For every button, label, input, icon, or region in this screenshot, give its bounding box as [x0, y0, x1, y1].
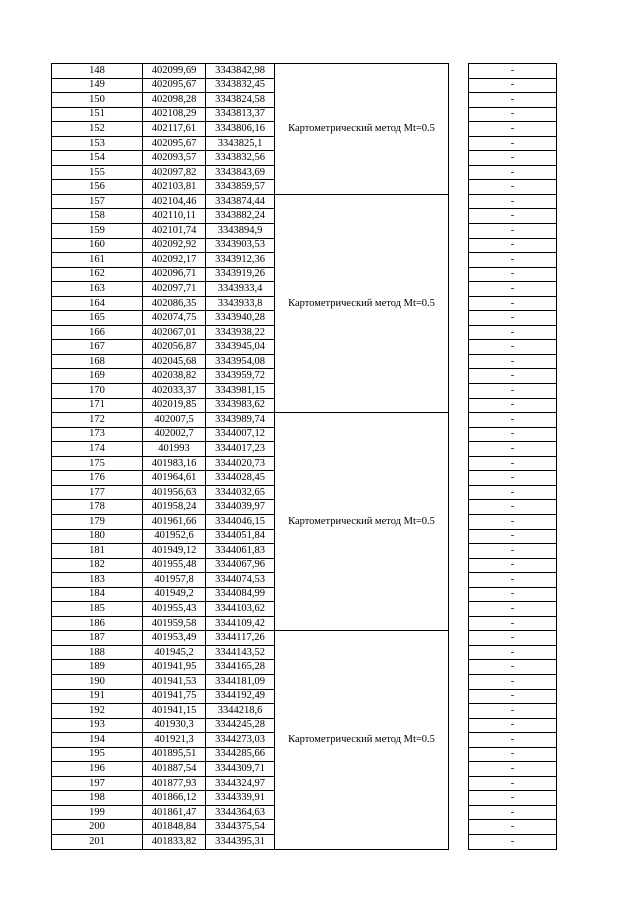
point-number-cell: 160: [52, 238, 143, 253]
dash-cell: -: [469, 93, 557, 108]
y-coordinate-cell: 3344181,09: [206, 674, 275, 689]
table-row: [52, 64, 557, 79]
dash-cell: -: [469, 471, 557, 486]
y-coordinate-cell: 3343859,57: [206, 180, 275, 195]
point-number-cell: 199: [52, 805, 143, 820]
y-coordinate-cell: 3344324,97: [206, 776, 275, 791]
x-coordinate-cell: 402092,17: [143, 253, 206, 268]
y-coordinate-cell: 3344103,62: [206, 602, 275, 617]
y-coordinate-cell: 3344039,97: [206, 500, 275, 515]
dash-cell: -: [469, 820, 557, 835]
x-coordinate-cell: 402007,5: [143, 413, 206, 428]
coordinates-table: [51, 63, 557, 850]
point-number-cell: 153: [52, 136, 143, 151]
dash-cell: -: [469, 413, 557, 428]
y-coordinate-cell: 3343882,24: [206, 209, 275, 224]
dash-cell: -: [469, 151, 557, 166]
dash-cell: -: [469, 122, 557, 137]
gap-cell: [449, 64, 469, 195]
y-coordinate-cell: 3343825,1: [206, 136, 275, 151]
method-cell: Картометрический метод Mt=0.5: [275, 64, 449, 195]
x-coordinate-cell: 401957,8: [143, 573, 206, 588]
dash-cell: -: [469, 456, 557, 471]
x-coordinate-cell: 402045,68: [143, 354, 206, 369]
x-coordinate-cell: 402038,82: [143, 369, 206, 384]
point-number-cell: 167: [52, 340, 143, 355]
x-coordinate-cell: 402095,67: [143, 136, 206, 151]
x-coordinate-cell: 401956,63: [143, 485, 206, 500]
y-coordinate-cell: 3343938,22: [206, 325, 275, 340]
y-coordinate-cell: 3343842,98: [206, 64, 275, 79]
dash-cell: -: [469, 224, 557, 239]
x-coordinate-cell: 402104,46: [143, 194, 206, 209]
point-number-cell: 186: [52, 616, 143, 631]
point-number-cell: 190: [52, 674, 143, 689]
y-coordinate-cell: 3343989,74: [206, 413, 275, 428]
x-coordinate-cell: 402067,01: [143, 325, 206, 340]
dash-cell: -: [469, 267, 557, 282]
y-coordinate-cell: 3344007,12: [206, 427, 275, 442]
point-number-cell: 162: [52, 267, 143, 282]
point-number-cell: 158: [52, 209, 143, 224]
gap-cell: [449, 194, 469, 412]
point-number-cell: 197: [52, 776, 143, 791]
point-number-cell: 180: [52, 529, 143, 544]
x-coordinate-cell: 401895,51: [143, 747, 206, 762]
y-coordinate-cell: 3343903,53: [206, 238, 275, 253]
y-coordinate-cell: 3344028,45: [206, 471, 275, 486]
y-coordinate-cell: 3344051,84: [206, 529, 275, 544]
x-coordinate-cell: 401949,2: [143, 587, 206, 602]
dash-cell: -: [469, 791, 557, 806]
dash-cell: -: [469, 718, 557, 733]
dash-cell: -: [469, 78, 557, 93]
x-coordinate-cell: 402093,57: [143, 151, 206, 166]
y-coordinate-cell: 3343806,16: [206, 122, 275, 137]
dash-cell: -: [469, 369, 557, 384]
x-coordinate-cell: 401958,24: [143, 500, 206, 515]
y-coordinate-cell: 3343933,8: [206, 296, 275, 311]
x-coordinate-cell: 401941,53: [143, 674, 206, 689]
x-coordinate-cell: 401955,48: [143, 558, 206, 573]
dash-cell: -: [469, 442, 557, 457]
x-coordinate-cell: 401953,49: [143, 631, 206, 646]
dash-cell: -: [469, 762, 557, 777]
coordinates-table-body: [52, 64, 557, 850]
dash-cell: -: [469, 616, 557, 631]
x-coordinate-cell: 402096,71: [143, 267, 206, 282]
x-coordinate-cell: 402108,29: [143, 107, 206, 122]
table-row: [52, 631, 557, 646]
y-coordinate-cell: 3344375,54: [206, 820, 275, 835]
dash-cell: -: [469, 558, 557, 573]
x-coordinate-cell: 401848,84: [143, 820, 206, 835]
point-number-cell: 165: [52, 311, 143, 326]
point-number-cell: 155: [52, 165, 143, 180]
point-number-cell: 170: [52, 384, 143, 399]
method-cell: Картометрический метод Mt=0.5: [275, 194, 449, 412]
y-coordinate-cell: 3344032,65: [206, 485, 275, 500]
x-coordinate-cell: 402097,82: [143, 165, 206, 180]
x-coordinate-cell: 402099,69: [143, 64, 206, 79]
point-number-cell: 191: [52, 689, 143, 704]
dash-cell: -: [469, 733, 557, 748]
point-number-cell: 181: [52, 544, 143, 559]
y-coordinate-cell: 3343933,4: [206, 282, 275, 297]
dash-cell: -: [469, 253, 557, 268]
point-number-cell: 154: [52, 151, 143, 166]
y-coordinate-cell: 3344285,66: [206, 747, 275, 762]
point-number-cell: 171: [52, 398, 143, 413]
y-coordinate-cell: 3343843,69: [206, 165, 275, 180]
point-number-cell: 159: [52, 224, 143, 239]
point-number-cell: 189: [52, 660, 143, 675]
point-number-cell: 178: [52, 500, 143, 515]
x-coordinate-cell: 402117,61: [143, 122, 206, 137]
point-number-cell: 176: [52, 471, 143, 486]
point-number-cell: 169: [52, 369, 143, 384]
table-row: [52, 194, 557, 209]
x-coordinate-cell: 402097,71: [143, 282, 206, 297]
dash-cell: -: [469, 325, 557, 340]
gap-cell: [449, 413, 469, 631]
dash-cell: -: [469, 384, 557, 399]
x-coordinate-cell: 401930,3: [143, 718, 206, 733]
point-number-cell: 166: [52, 325, 143, 340]
y-coordinate-cell: 3343813,37: [206, 107, 275, 122]
dash-cell: -: [469, 427, 557, 442]
dash-cell: -: [469, 776, 557, 791]
x-coordinate-cell: 402098,28: [143, 93, 206, 108]
y-coordinate-cell: 3344084,99: [206, 587, 275, 602]
x-coordinate-cell: 402101,74: [143, 224, 206, 239]
y-coordinate-cell: 3344245,28: [206, 718, 275, 733]
point-number-cell: 172: [52, 413, 143, 428]
point-number-cell: 151: [52, 107, 143, 122]
y-coordinate-cell: 3343945,04: [206, 340, 275, 355]
dash-cell: -: [469, 209, 557, 224]
y-coordinate-cell: 3344192,49: [206, 689, 275, 704]
x-coordinate-cell: 402002,7: [143, 427, 206, 442]
y-coordinate-cell: 3343940,28: [206, 311, 275, 326]
x-coordinate-cell: 401921,3: [143, 733, 206, 748]
y-coordinate-cell: 3343824,58: [206, 93, 275, 108]
method-cell: Картометрический метод Mt=0.5: [275, 413, 449, 631]
dash-cell: -: [469, 660, 557, 675]
point-number-cell: 179: [52, 514, 143, 529]
y-coordinate-cell: 3344309,71: [206, 762, 275, 777]
y-coordinate-cell: 3344046,15: [206, 514, 275, 529]
dash-cell: -: [469, 296, 557, 311]
dash-cell: -: [469, 747, 557, 762]
dash-cell: -: [469, 500, 557, 515]
dash-cell: -: [469, 645, 557, 660]
method-cell: Картометрический метод Mt=0.5: [275, 631, 449, 849]
dash-cell: -: [469, 282, 557, 297]
point-number-cell: 182: [52, 558, 143, 573]
y-coordinate-cell: 3343832,56: [206, 151, 275, 166]
x-coordinate-cell: 401941,15: [143, 704, 206, 719]
y-coordinate-cell: 3344109,42: [206, 616, 275, 631]
y-coordinate-cell: 3344117,26: [206, 631, 275, 646]
dash-cell: -: [469, 398, 557, 413]
x-coordinate-cell: 401833,82: [143, 834, 206, 849]
x-coordinate-cell: 402033,37: [143, 384, 206, 399]
x-coordinate-cell: 401952,6: [143, 529, 206, 544]
x-coordinate-cell: 402103,81: [143, 180, 206, 195]
dash-cell: -: [469, 689, 557, 704]
dash-cell: -: [469, 805, 557, 820]
point-number-cell: 187: [52, 631, 143, 646]
x-coordinate-cell: 401866,12: [143, 791, 206, 806]
x-coordinate-cell: 402019,85: [143, 398, 206, 413]
point-number-cell: 168: [52, 354, 143, 369]
dash-cell: -: [469, 107, 557, 122]
point-number-cell: 161: [52, 253, 143, 268]
dash-cell: -: [469, 311, 557, 326]
dash-cell: -: [469, 704, 557, 719]
point-number-cell: 200: [52, 820, 143, 835]
y-coordinate-cell: 3343919,26: [206, 267, 275, 282]
dash-cell: -: [469, 631, 557, 646]
point-number-cell: 173: [52, 427, 143, 442]
point-number-cell: 156: [52, 180, 143, 195]
y-coordinate-cell: 3344395,31: [206, 834, 275, 849]
dash-cell: -: [469, 136, 557, 151]
dash-cell: -: [469, 238, 557, 253]
dash-cell: -: [469, 194, 557, 209]
dash-cell: -: [469, 674, 557, 689]
point-number-cell: 198: [52, 791, 143, 806]
point-number-cell: 195: [52, 747, 143, 762]
point-number-cell: 201: [52, 834, 143, 849]
point-number-cell: 185: [52, 602, 143, 617]
point-number-cell: 152: [52, 122, 143, 137]
dash-cell: -: [469, 602, 557, 617]
y-coordinate-cell: 3344017,23: [206, 442, 275, 457]
y-coordinate-cell: 3344218,6: [206, 704, 275, 719]
x-coordinate-cell: 401949,12: [143, 544, 206, 559]
x-coordinate-cell: 402095,67: [143, 78, 206, 93]
point-number-cell: 164: [52, 296, 143, 311]
x-coordinate-cell: 401964,61: [143, 471, 206, 486]
y-coordinate-cell: 3344067,96: [206, 558, 275, 573]
y-coordinate-cell: 3343981,15: [206, 384, 275, 399]
point-number-cell: 174: [52, 442, 143, 457]
dash-cell: -: [469, 354, 557, 369]
y-coordinate-cell: 3344165,28: [206, 660, 275, 675]
coordinates-table-sheet: [51, 63, 556, 850]
x-coordinate-cell: 401877,93: [143, 776, 206, 791]
y-coordinate-cell: 3343874,44: [206, 194, 275, 209]
x-coordinate-cell: 401955,43: [143, 602, 206, 617]
x-coordinate-cell: 401861,47: [143, 805, 206, 820]
point-number-cell: 163: [52, 282, 143, 297]
point-number-cell: 177: [52, 485, 143, 500]
y-coordinate-cell: 3343959,72: [206, 369, 275, 384]
point-number-cell: 196: [52, 762, 143, 777]
point-number-cell: 175: [52, 456, 143, 471]
dash-cell: -: [469, 485, 557, 500]
x-coordinate-cell: 401983,16: [143, 456, 206, 471]
y-coordinate-cell: 3343912,36: [206, 253, 275, 268]
table-row: [52, 413, 557, 428]
x-coordinate-cell: 402110,11: [143, 209, 206, 224]
x-coordinate-cell: 401887,54: [143, 762, 206, 777]
point-number-cell: 192: [52, 704, 143, 719]
gap-cell: [449, 631, 469, 849]
x-coordinate-cell: 401941,95: [143, 660, 206, 675]
y-coordinate-cell: 3343954,08: [206, 354, 275, 369]
point-number-cell: 194: [52, 733, 143, 748]
y-coordinate-cell: 3344061,83: [206, 544, 275, 559]
point-number-cell: 148: [52, 64, 143, 79]
dash-cell: -: [469, 165, 557, 180]
y-coordinate-cell: 3343832,45: [206, 78, 275, 93]
y-coordinate-cell: 3344364,63: [206, 805, 275, 820]
x-coordinate-cell: 402074,75: [143, 311, 206, 326]
x-coordinate-cell: 401959,58: [143, 616, 206, 631]
dash-cell: -: [469, 514, 557, 529]
y-coordinate-cell: 3344074,53: [206, 573, 275, 588]
point-number-cell: 188: [52, 645, 143, 660]
x-coordinate-cell: 401945,2: [143, 645, 206, 660]
point-number-cell: 157: [52, 194, 143, 209]
dash-cell: -: [469, 834, 557, 849]
x-coordinate-cell: 402056,87: [143, 340, 206, 355]
point-number-cell: 183: [52, 573, 143, 588]
x-coordinate-cell: 401993: [143, 442, 206, 457]
x-coordinate-cell: 402086,35: [143, 296, 206, 311]
point-number-cell: 150: [52, 93, 143, 108]
dash-cell: -: [469, 529, 557, 544]
x-coordinate-cell: 401941,75: [143, 689, 206, 704]
point-number-cell: 149: [52, 78, 143, 93]
y-coordinate-cell: 3344339,91: [206, 791, 275, 806]
y-coordinate-cell: 3343983,62: [206, 398, 275, 413]
dash-cell: -: [469, 587, 557, 602]
y-coordinate-cell: 3344143,52: [206, 645, 275, 660]
x-coordinate-cell: 401961,66: [143, 514, 206, 529]
point-number-cell: 184: [52, 587, 143, 602]
y-coordinate-cell: 3344020,73: [206, 456, 275, 471]
dash-cell: -: [469, 544, 557, 559]
y-coordinate-cell: 3343894,9: [206, 224, 275, 239]
y-coordinate-cell: 3344273,03: [206, 733, 275, 748]
dash-cell: -: [469, 340, 557, 355]
dash-cell: -: [469, 64, 557, 79]
x-coordinate-cell: 402092,92: [143, 238, 206, 253]
dash-cell: -: [469, 573, 557, 588]
dash-cell: -: [469, 180, 557, 195]
point-number-cell: 193: [52, 718, 143, 733]
